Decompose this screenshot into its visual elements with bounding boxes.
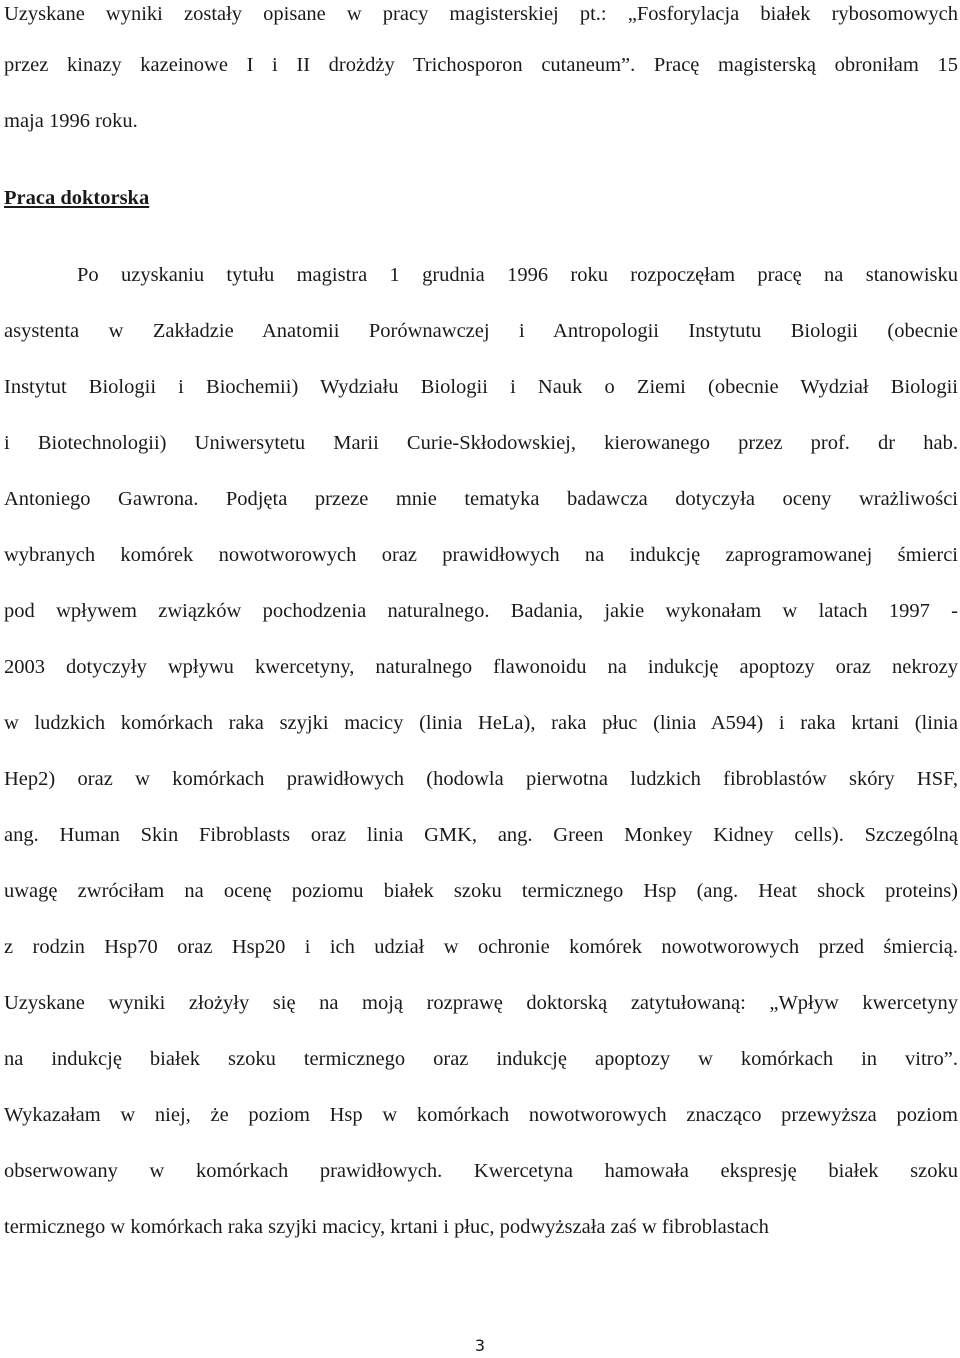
paragraph-line: wybranych komórek nowotworowych oraz prawidłowych na indukcję zaprogramowanej śmierci (4, 544, 958, 566)
paragraph-line: w ludzkich komórkach raka szyjki macicy (linia HeLa), raka płuc (linia A594) i raka krtani (linia (4, 712, 958, 734)
intro-line: maja 1996 roku. (4, 110, 138, 132)
paragraph-line: obserwowany w komórkach prawidłowych. Kwercetyna hamowała ekspresję białek szoku (4, 1160, 958, 1182)
paragraph-line: termicznego w komórkach raka szyjki macicy, krtani i płuc, podwyższała zaś w fibroblastach (4, 1216, 769, 1238)
paragraph-line: na indukcję białek szoku termicznego oraz indukcję apoptozy w komórkach in vitro”. (4, 1048, 958, 1070)
paragraph-line: pod wpływem związków pochodzenia naturalnego. Badania, jakie wykonałam w latach 1997 - (4, 600, 958, 622)
intro-line: Uzyskane wyniki zostały opisane w pracy magisterskiej pt.: „Fosforylacja białek rybosomowych (4, 3, 958, 25)
paragraph-line: Hep2) oraz w komórkach prawidłowych (hodowla pierwotna ludzkich fibroblastów skóry HSF, (4, 768, 958, 790)
paragraph-line: asystenta w Zakładzie Anatomii Porównawczej i Antropologii Instytutu Biologii (obecnie (4, 320, 958, 342)
paragraph-line: Po uzyskaniu tytułu magistra 1 grudnia 1996 roku rozpoczęłam pracę na stanowisku (77, 264, 958, 286)
paragraph-line: i Biotechnologii) Uniwersytetu Marii Curie-Skłodowskiej, kierowanego przez prof. dr hab. (4, 432, 958, 454)
paragraph-line: uwagę zwróciłam na ocenę poziomu białek szoku termicznego Hsp (ang. Heat shock proteins) (4, 880, 958, 902)
page-number: 3 (474, 1336, 486, 1355)
paragraph-line: Wykazałam w niej, że poziom Hsp w komórkach nowotworowych znacząco przewyższa poziom (4, 1104, 958, 1126)
intro-line: przez kinazy kazeinowe I i II drożdży Trichosporon cutaneum”. Pracę magisterską obroniłam 15 (4, 54, 958, 76)
paragraph-line: 2003 dotyczyły wpływu kwercetyny, naturalnego flawonoidu na indukcję apoptozy oraz nekrozy (4, 656, 958, 678)
paragraph-line: Antoniego Gawrona. Podjęta przeze mnie tematyka badawcza dotyczyła oceny wrażliwości (4, 488, 958, 510)
section-heading: Praca doktorska (4, 187, 150, 209)
paragraph-line: Uzyskane wyniki złożyły się na moją rozprawę doktorską zatytułowaną: „Wpływ kwercetyny (4, 992, 958, 1014)
paragraph-line: z rodzin Hsp70 oraz Hsp20 i ich udział w ochronie komórek nowotworowych przed śmiercią. (4, 936, 958, 958)
paragraph-line: Instytut Biologii i Biochemii) Wydziału Biologii i Nauk o Ziemi (obecnie Wydział Biologii (4, 376, 958, 398)
paragraph-line: ang. Human Skin Fibroblasts oraz linia GMK, ang. Green Monkey Kidney cells). Szczególną (4, 824, 958, 846)
